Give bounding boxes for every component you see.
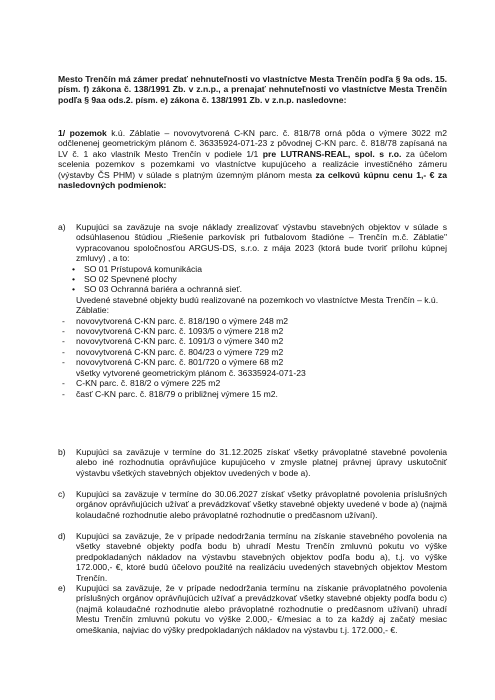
condition-marker: a)	[58, 222, 66, 232]
bullet-icon: •	[72, 263, 76, 274]
dash-icon: -	[62, 388, 65, 399]
dash-icon: -	[62, 315, 65, 326]
condition-text: Kupujúci sa zaväzuje na svoje náklady zrealizovať výstavbu stavebných objektov v súlade s odsúhlasenou štúdiou „Riešenie parkovísk pri futbalovom štadióne – Trenčín m.č. Záblatie" vypracovanou spoločnosťou ARGUS-DS, s.r.o. z mája 2023 (ktorá bude tvoriť prílohu kúpnej zmluvy) , a to:	[76, 222, 447, 264]
intro-paragraph	[58, 128, 447, 190]
location-text: Uvedené stavebné objekty budú realizované na pozemkoch vo vlastníctve Mesta Trenčín – k.ú. Záblatie:	[76, 294, 439, 316]
parcel-label: časť C-KN parc. č. 818/79 o približnej výmere 15 m2.	[76, 388, 278, 399]
dash-icon: -	[62, 378, 65, 389]
condition-marker: d)	[58, 531, 66, 541]
geoplan-note: všetky vytvorené geometrickým plánom č. 36335924-071-23	[76, 367, 306, 378]
object-label: SO 02 Spevnené plochy	[84, 274, 177, 285]
buyer-name: LUTRANS-REAL, spol. s r.o.	[280, 148, 402, 159]
dash-icon: -	[62, 357, 65, 368]
parcel-label: novovytvorená C-KN parc. č. 1091/3 o výmere 340 m2	[76, 336, 284, 347]
price-terms: za celkovú kúpnu cenu 1,- € za nasledovných podmienok:	[58, 169, 447, 191]
condition-marker: b)	[58, 447, 66, 457]
condition-c	[58, 489, 447, 520]
parcel-label: novovytvorená C-KN parc. č. 801/720 o výmere 68 m2	[76, 357, 284, 368]
condition-text: Kupujúci sa zaväzuje, že v prípade nedodržania termínu na získanie stavebného povolenia na všetky stavebné objekty podľa bodu b) uhradí Mestu Trenčín zmluvnú pokutu vo výške predpokladaných nákladov na výstavbu stavebných objektov podľa bodu a), t.j. vo výške 172.000,- €, ktoré budú účelovo použité na realizáciu uvedených stavebných objektov Mestom Trenčín.	[76, 531, 447, 583]
list-item	[58, 326, 447, 336]
list-item	[58, 264, 447, 274]
object-label: SO 01 Prístupová komunikácia	[84, 263, 202, 274]
bullet-icon: •	[72, 284, 76, 295]
list-item	[58, 316, 447, 326]
list-item	[58, 336, 447, 346]
object-label: SO 03 Ochranná bariéra a ochranná sieť.	[84, 284, 243, 295]
condition-text: Kupujúci sa zaväzuje v termíne do 30.06.2027 získať všetky právoplatné povolenia príslušných orgánov oprávňujúcich užívať a prevádzkovať všetky stavebné objekty uvedené v bode a) (najmä kolaudačné rozhodnutie alebo právoplatné rozhodnutie o predčasnom užívaní).	[76, 489, 447, 520]
list-item	[58, 357, 447, 367]
item-label: 1/ pozemok	[58, 128, 107, 138]
dash-icon: -	[62, 326, 65, 337]
intro-pre: pre	[262, 148, 277, 159]
condition-d	[58, 531, 447, 583]
list-item	[58, 347, 447, 357]
condition-a	[58, 222, 447, 399]
dash-icon: -	[62, 346, 65, 357]
list-item	[58, 378, 447, 388]
parcel-label: C-KN parc. č. 818/2 o výmere 225 m2	[76, 378, 221, 389]
parcel-label: novovytvorená C-KN parc. č. 818/190 o výmere 248 m2	[76, 315, 289, 326]
condition-text: Kupujúci sa zaväzuje v termíne do 31.12.2025 získať všetky právoplatné stavebné povolenia alebo iné rozhodnutia oprávňujúce kupujúceho v zmysle platnej právnej úpravy uskutočniť výstavbu všetkých stavebných objektov uvedených v bode a).	[76, 447, 447, 478]
list-item	[58, 389, 447, 399]
condition-marker: c)	[58, 489, 66, 499]
dash-icon: -	[62, 336, 65, 347]
bullet-icon: •	[72, 274, 76, 285]
parcel-label: novovytvorená C-KN parc. č. 1093/5 o výmere 218 m2	[76, 326, 284, 337]
intro-text-2: za účelom scelenia pozemkov s pozemkami vo vlastníctve kupujúceho a realizácie investičného zámeru (výstavby ČS PHM) v súlade s platným územným plánom mesta	[58, 148, 448, 180]
list-item	[58, 274, 447, 284]
condition-e	[58, 583, 447, 635]
intro-text-1: k.ú. Záblatie – novovytvorená C-KN parc. č. 818/78 orná pôda o výmere 3022 m2 odčlenenej geometrickým plánom č. 36335924-071-23 z pôvodnej C-KN parc. č. 818/78 zapísaná na LV č. 1 ako vlastník Mesto Trenčín v podiele 1/1	[58, 128, 447, 159]
condition-marker: e)	[58, 583, 66, 593]
document-heading: Mesto Trenčín má zámer predať nehnuteľnosti vo vlastníctve Mesta Trenčín podľa § 9a ods. 15. písm. f) zákona č. 138/1991 Zb. v z.n.p., a prenajať nehnuteľnosti vo vlastníctve Mesta Trenčín podľa § 9aa ods.2. písm. e) zákona č. 138/1991 Zb. v z.n.p. nasledovne:	[58, 74, 447, 105]
parcel-label: novovytvorená C-KN parc. č. 804/23 o výmere 729 m2	[76, 346, 284, 357]
condition-b	[58, 447, 447, 478]
list-item	[58, 284, 447, 294]
condition-text: Kupujúci sa zaväzuje, že v prípade nedodržania termínu na získanie právoplatného povolenia príslušných orgánov oprávňujúcich užívať a prevádzkovať všetky stavebné objekty podľa bodu c) (najmä kolaudačné rozhodnutie alebo právoplatné rozhodnutie o predčasnom užívaní) uhradí Mestu Trenčín zmluvnú pokutu vo výške 2.000,- €/mesiac a to za každý aj začatý mesiac omeškania, najviac do výšky predpokladaných nákladov na výstavbu t.j. 172.000,- €.	[76, 583, 447, 635]
